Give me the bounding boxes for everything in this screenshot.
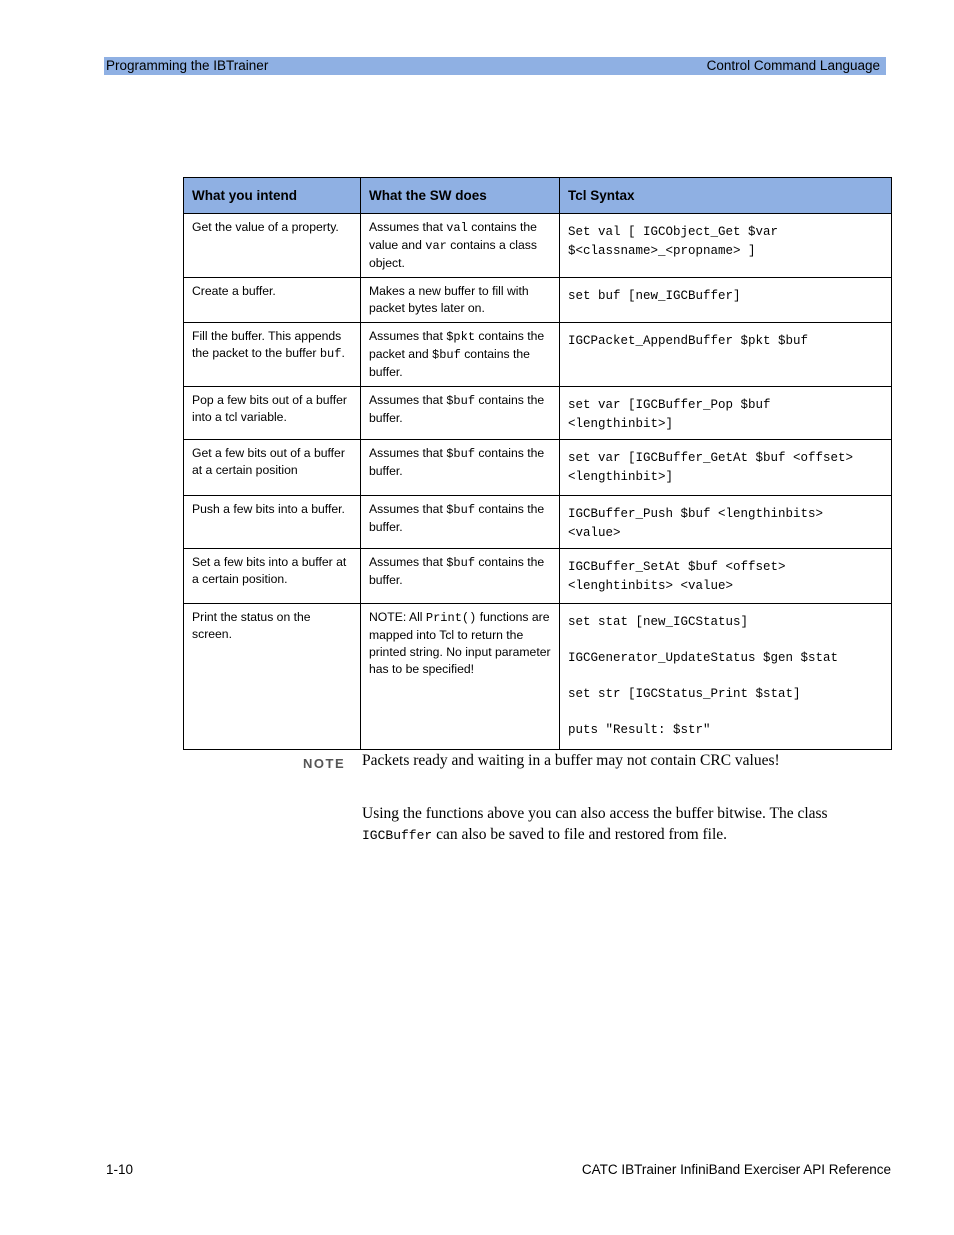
table-header-row [184,178,892,214]
page-number: 1-10 [106,1162,134,1177]
column-header-syntax: Tcl Syntax [560,178,892,214]
cell-sw: Assumes that $pkt contains the packet and $buf contains the buffer. [361,323,560,387]
cell-syntax: set stat [new_IGCStatus] IGCGenerator_UpdateStatus $gen $stat set str [IGCStatus_Print $stat] puts "Result: $str" [560,604,892,750]
body-paragraph: Using the functions above you can also access the buffer bitwise. The class IGCBuffer can also be saved to file and restored from file. [362,805,828,843]
cell-syntax: IGCBuffer_SetAt $buf <offset> <lenghtinbits> <value> [560,549,892,604]
table-row [184,440,892,496]
cell-syntax: set var [IGCBuffer_Pop $buf <lengthinbit>] [560,387,892,440]
column-header-sw: What the SW does [361,178,560,214]
cell-intend: Fill the buffer. This appends the packet to the buffer buf. [184,323,361,387]
cell-sw: Assumes that val contains the value and var contains a class object. [361,214,560,278]
table-row [184,387,892,440]
tcl-command-table [183,177,892,750]
cell-sw: Makes a new buffer to fill with packet bytes later on. [361,278,560,323]
table-row [184,323,892,387]
cell-intend: Print the status on the screen. [184,604,361,750]
cell-intend: Set a few bits into a buffer at a certain position. [184,549,361,604]
header-chapter: Programming the IBTrainer [106,58,269,73]
inline-code: IGCBuffer [362,828,433,843]
cell-intend: Get a few bits out of a buffer at a certain position [184,440,361,496]
cell-sw: Assumes that $buf contains the buffer. [361,549,560,604]
header-section: Control Command Language [706,58,880,73]
cell-syntax: set var [IGCBuffer_GetAt $buf <offset> <lengthinbit>] [560,440,892,496]
footer-title: CATC IBTrainer InfiniBand Exerciser API Reference [581,1162,891,1177]
cell-intend: Pop a few bits out of a buffer into a tcl variable. [184,387,361,440]
cell-intend: Get the value of a property. [184,214,361,278]
cell-syntax: set buf [new_IGCBuffer] [560,278,892,323]
cell-syntax: Set val [ IGCObject_Get $var $<classname>_<propname> ] [560,214,892,278]
cell-sw: Assumes that $buf contains the buffer. [361,387,560,440]
table-row [184,278,892,323]
note-label: NOTE [303,756,346,771]
cell-syntax: IGCPacket_AppendBuffer $pkt $buf [560,323,892,387]
cell-sw: Assumes that $buf contains the buffer. [361,440,560,496]
cell-sw: Assumes that $buf contains the buffer. [361,496,560,549]
cell-sw: NOTE: All Print() functions are mapped into Tcl to return the printed string. No input parameter has to be specified! [361,604,560,750]
cell-syntax: IGCBuffer_Push $buf <lengthinbits> <value> [560,496,892,549]
cell-intend: Push a few bits into a buffer. [184,496,361,549]
running-header [104,57,886,75]
table-row [184,549,892,604]
column-header-intend: What you intend [184,178,361,214]
note-text: Packets ready and waiting in a buffer may not contain CRC values! [362,752,780,769]
table-row [184,214,892,278]
table-row [184,604,892,750]
table-row [184,496,892,549]
cell-intend: Create a buffer. [184,278,361,323]
